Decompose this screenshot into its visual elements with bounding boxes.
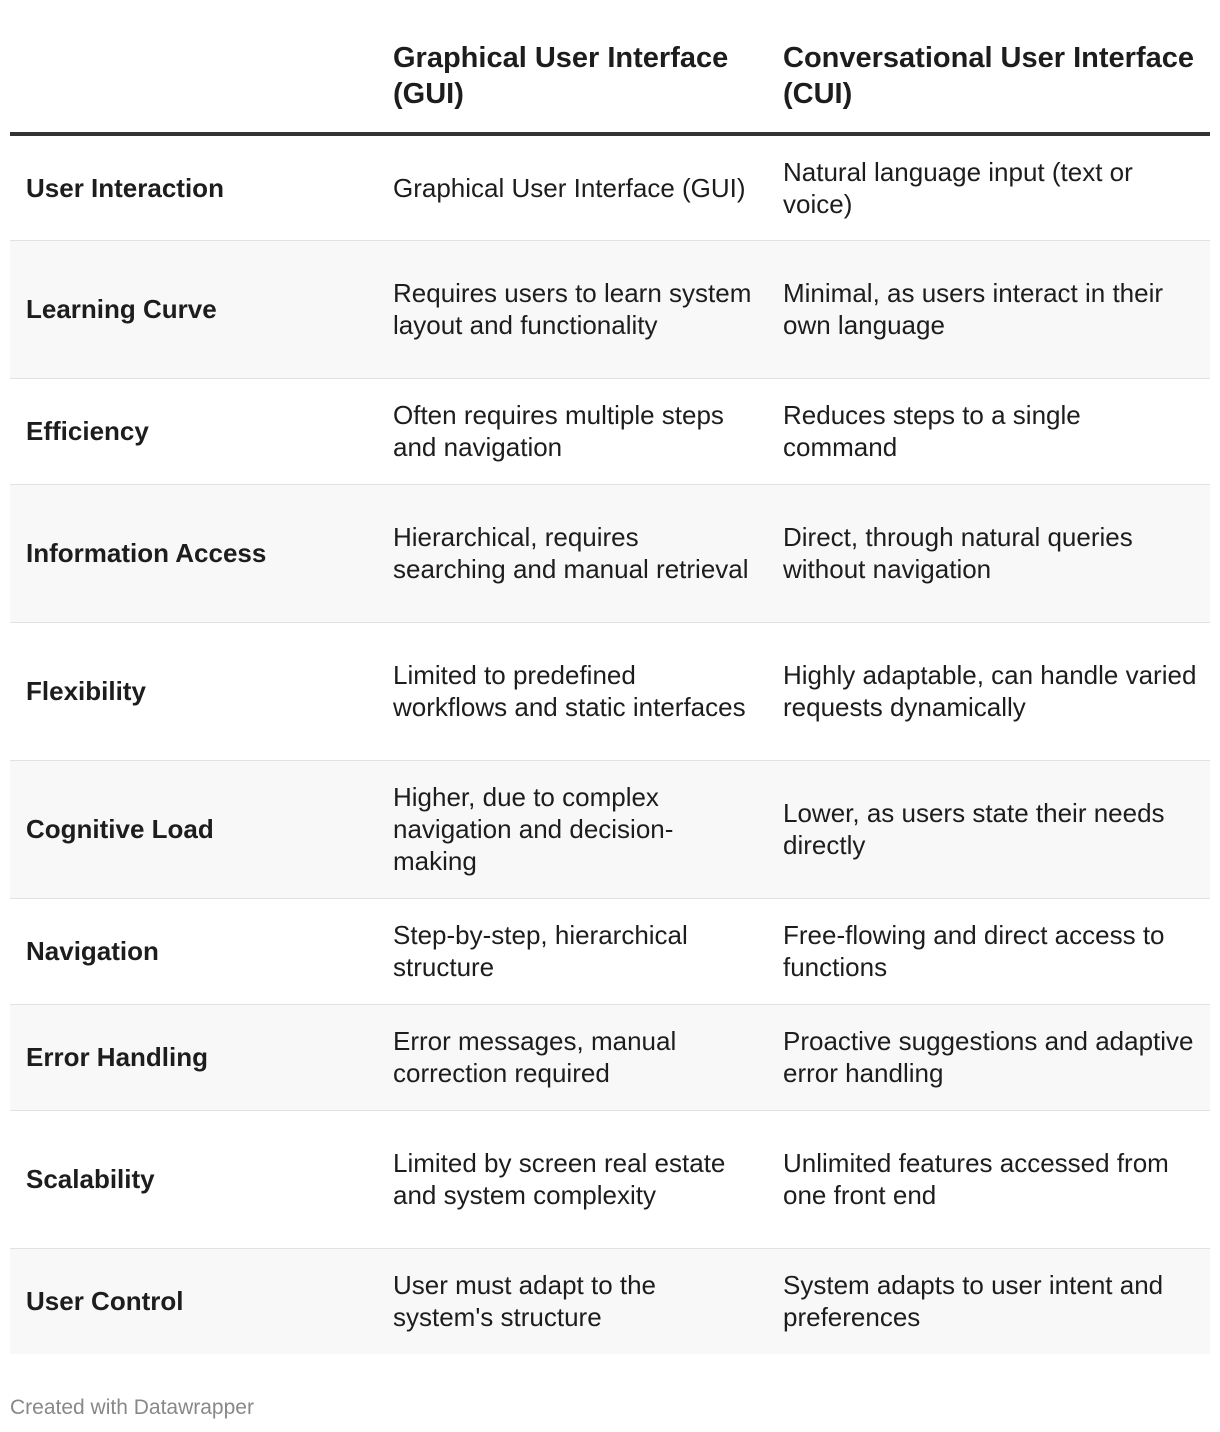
- table-row: [10, 1248, 1210, 1354]
- table-row: [10, 484, 1210, 622]
- row-label: User Interaction: [10, 134, 377, 240]
- cui-cell: Proactive suggestions and adaptive error handling: [767, 1004, 1210, 1110]
- header-cui: Conversational User Interface (CUI): [767, 0, 1210, 134]
- row-label: Learning Curve: [10, 240, 377, 378]
- cui-cell: Minimal, as users interact in their own language: [767, 240, 1210, 378]
- table-row: [10, 134, 1210, 240]
- gui-cell: Higher, due to complex navigation and decision-making: [377, 760, 767, 898]
- table-row: [10, 760, 1210, 898]
- row-label: Flexibility: [10, 622, 377, 760]
- cui-cell: Natural language input (text or voice): [767, 134, 1210, 240]
- cui-cell: Direct, through natural queries without navigation: [767, 484, 1210, 622]
- cui-cell: Highly adaptable, can handle varied requests dynamically: [767, 622, 1210, 760]
- gui-cell: Requires users to learn system layout and functionality: [377, 240, 767, 378]
- gui-cell: Limited to predefined workflows and static interfaces: [377, 622, 767, 760]
- comparison-table-wrapper: [10, 0, 1210, 1354]
- header-blank: [10, 0, 377, 134]
- table-row: [10, 1110, 1210, 1248]
- gui-cell: Graphical User Interface (GUI): [377, 134, 767, 240]
- table-row: [10, 240, 1210, 378]
- header-row: [10, 0, 1210, 134]
- footer-credit: Created with Datawrapper: [10, 1396, 254, 1419]
- table-header: [10, 0, 1210, 134]
- table-row: [10, 898, 1210, 1004]
- gui-cell: Limited by screen real estate and system complexity: [377, 1110, 767, 1248]
- table-row: [10, 1004, 1210, 1110]
- gui-cell: Error messages, manual correction required: [377, 1004, 767, 1110]
- row-label: Error Handling: [10, 1004, 377, 1110]
- cui-cell: System adapts to user intent and preferences: [767, 1248, 1210, 1354]
- row-label: Cognitive Load: [10, 760, 377, 898]
- cui-cell: Free-flowing and direct access to functions: [767, 898, 1210, 1004]
- cui-cell: Lower, as users state their needs directly: [767, 760, 1210, 898]
- gui-cell: Hierarchical, requires searching and manual retrieval: [377, 484, 767, 622]
- row-label: Efficiency: [10, 378, 377, 484]
- gui-cell: User must adapt to the system's structure: [377, 1248, 767, 1354]
- header-gui: Graphical User Interface (GUI): [377, 0, 767, 134]
- table-body: [10, 134, 1210, 1354]
- comparison-table: [10, 0, 1210, 1354]
- gui-cell: Step-by-step, hierarchical structure: [377, 898, 767, 1004]
- table-row: [10, 378, 1210, 484]
- row-label: Scalability: [10, 1110, 377, 1248]
- row-label: User Control: [10, 1248, 377, 1354]
- cui-cell: Reduces steps to a single command: [767, 378, 1210, 484]
- gui-cell: Often requires multiple steps and navigation: [377, 378, 767, 484]
- row-label: Information Access: [10, 484, 377, 622]
- cui-cell: Unlimited features accessed from one front end: [767, 1110, 1210, 1248]
- table-row: [10, 622, 1210, 760]
- row-label: Navigation: [10, 898, 377, 1004]
